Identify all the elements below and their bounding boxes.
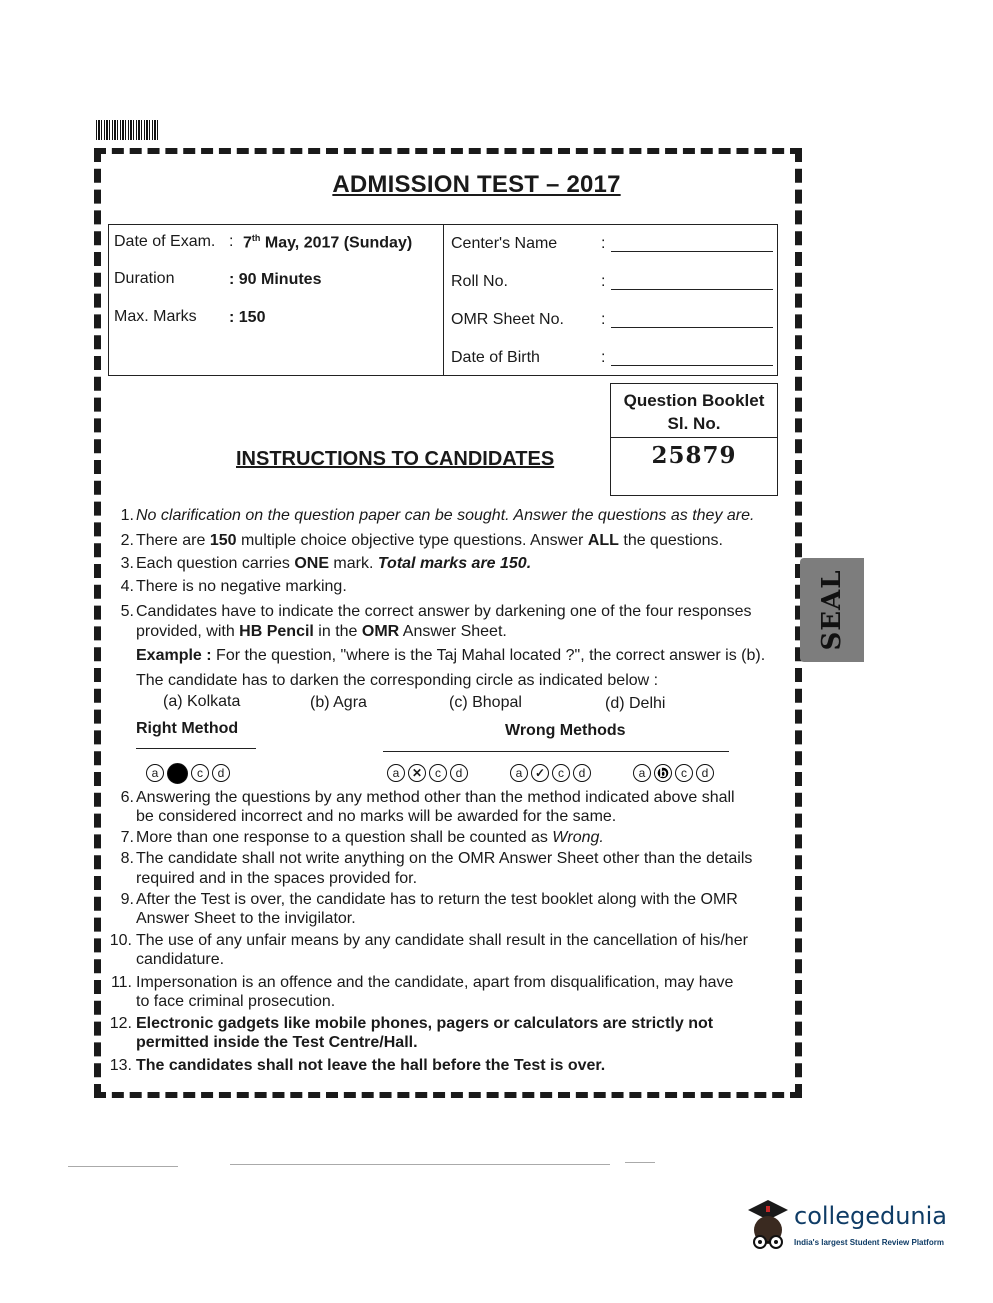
marks-label: Max. Marks	[114, 308, 197, 325]
item-number: 8.	[120, 850, 134, 867]
barcode	[96, 120, 158, 140]
date-colon: :	[229, 233, 234, 250]
example-text-2: The candidate has to darken the corresponding circle as indicated below :	[136, 672, 659, 689]
bubble-a: a	[146, 764, 164, 782]
seal-label: SEAL	[817, 569, 847, 651]
scan-line	[625, 1162, 655, 1163]
item-number: 9.	[120, 891, 134, 908]
bubble-c: c	[191, 764, 209, 782]
item-number: 4.	[120, 578, 134, 595]
dob-colon: :	[601, 349, 606, 366]
bubble-c: c	[429, 764, 447, 782]
instruction-9-cont: Answer Sheet to the invigilator.	[136, 910, 356, 927]
wrong-methods-label: Wrong Methods	[505, 722, 626, 739]
dob-field[interactable]	[611, 365, 773, 366]
instruction-text: Impersonation is an offence and the candidate, apart from disqualification, may have	[136, 974, 734, 991]
right-method-bubbles	[146, 764, 230, 786]
instruction-10-cont: candidature.	[136, 951, 225, 968]
bubble-d: d	[696, 764, 714, 782]
bubble-a: a	[510, 764, 528, 782]
bubble-b-filled	[167, 763, 188, 784]
instruction-text: The candidates shall not leave the hall before the Test is over.	[136, 1057, 606, 1074]
booklet-label-line1: Question Booklet	[623, 391, 765, 410]
instruction-8-cont: required and in the spaces provided for.	[136, 870, 418, 887]
wrong-method-2-bubbles	[510, 764, 591, 786]
duration-label: Duration	[114, 270, 175, 287]
instruction-text: More than one response to a question shall be counted as Wrong.	[136, 829, 604, 846]
collegedunia-logo[interactable]	[738, 1196, 968, 1266]
bubble-b-ticked: ✓	[531, 764, 549, 782]
booklet-number-box	[610, 383, 778, 496]
roll-no-label: Roll No.	[451, 273, 508, 290]
center-name-field[interactable]	[611, 251, 773, 252]
omr-sheet-field[interactable]	[611, 327, 773, 328]
wrong-method-3-bubbles	[633, 764, 714, 786]
instruction-text: There are 150 multiple choice objective type questions. Answer ALL the questions.	[136, 532, 723, 549]
date-label: Date of Exam.	[114, 233, 216, 250]
instruction-text: Electronic gadgets like mobile phones, pagers or calculators are strictly not	[136, 1015, 714, 1032]
roll-colon: :	[601, 273, 606, 290]
option-d: (d) Delhi	[605, 695, 666, 712]
bubble-b-crossed: ✕	[408, 764, 426, 782]
option-a: (a) Kolkata	[163, 693, 241, 710]
seal-tab	[800, 558, 864, 662]
scan-line	[68, 1166, 178, 1167]
booklet-label	[611, 384, 777, 438]
instructions-heading: INSTRUCTIONS TO CANDIDATES	[236, 448, 555, 470]
instruction-text: The use of any unfair means by any candidate shall result in the cancellation of his/her	[136, 932, 748, 949]
table-divider	[443, 225, 444, 375]
exam-info-table	[108, 224, 778, 376]
instruction-12-cont: permitted inside the Test Centre/Hall.	[136, 1034, 418, 1051]
item-number: 1.	[120, 507, 134, 524]
instruction-text: No clarification on the question paper can be sought. Answer the questions as they are.	[136, 507, 755, 524]
instruction-text: There is no negative marking.	[136, 578, 347, 595]
center-name-label: Center's Name	[451, 235, 558, 252]
instruction-6-cont: be considered incorrect and no marks will be awarded for the same.	[136, 808, 617, 825]
right-method-label: Right Method	[136, 720, 239, 737]
logo-wordmark: collegedunia	[794, 1202, 948, 1230]
bubble-d: d	[450, 764, 468, 782]
roll-no-field[interactable]	[611, 289, 773, 290]
bubble-a: a	[387, 764, 405, 782]
booklet-number: 25879	[651, 442, 737, 469]
item-number: 3.	[120, 555, 134, 572]
booklet-label-line2: Sl. No.	[667, 414, 721, 433]
instruction-text: Candidates have to indicate the correct answer by darkening one of the four responses	[136, 603, 752, 620]
item-number: 11.	[110, 974, 132, 991]
bubble-d: d	[212, 764, 230, 782]
logo-tagline: India's largest Student Review Platform	[794, 1238, 944, 1247]
right-method-underline	[136, 748, 256, 749]
item-number: 5.	[120, 603, 134, 620]
item-number: 7.	[120, 829, 134, 846]
page-title: ADMISSION TEST – 2017	[332, 171, 621, 198]
option-c: (c) Bhopal	[449, 694, 522, 711]
item-number: 13.	[109, 1057, 132, 1074]
omr-colon: :	[601, 311, 606, 328]
instruction-5-cont: provided, with HB Pencil in the OMR Answer Sheet.	[136, 623, 507, 640]
wrong-method-1-bubbles	[387, 764, 468, 786]
mascot-icon	[738, 1196, 794, 1256]
wrong-methods-underline	[383, 751, 729, 752]
instruction-text: The candidate shall not write anything on the OMR Answer Sheet other than the details	[136, 850, 753, 867]
item-number: 2.	[120, 532, 134, 549]
instruction-11-cont: to face criminal prosecution.	[136, 993, 336, 1010]
item-number: 10.	[109, 932, 132, 949]
bubble-b-half-filled: b	[654, 764, 672, 782]
dob-label: Date of Birth	[451, 349, 540, 366]
instruction-text: Answering the questions by any method other than the method indicated above shall	[136, 789, 735, 806]
date-value: 7th May, 2017 (Sunday)	[243, 233, 413, 252]
example-text: Example : For the question, "where is the Taj Mahal located ?", the correct answer is (b).	[136, 647, 766, 664]
item-number: 6.	[120, 789, 134, 806]
bubble-d: d	[573, 764, 591, 782]
omr-sheet-label: OMR Sheet No.	[451, 311, 564, 328]
item-number: 12.	[109, 1015, 132, 1032]
scan-line	[230, 1164, 610, 1165]
instruction-text: Each question carries ONE mark. Total marks are 150.	[136, 555, 532, 572]
bubble-c: c	[675, 764, 693, 782]
marks-value: : 150	[229, 309, 266, 326]
bubble-a: a	[633, 764, 651, 782]
instruction-text: After the Test is over, the candidate has to return the test booklet along with the OMR	[136, 891, 738, 908]
duration-value: : 90 Minutes	[229, 271, 322, 288]
option-b: (b) Agra	[310, 694, 367, 711]
bubble-c: c	[552, 764, 570, 782]
center-colon: :	[601, 235, 606, 252]
